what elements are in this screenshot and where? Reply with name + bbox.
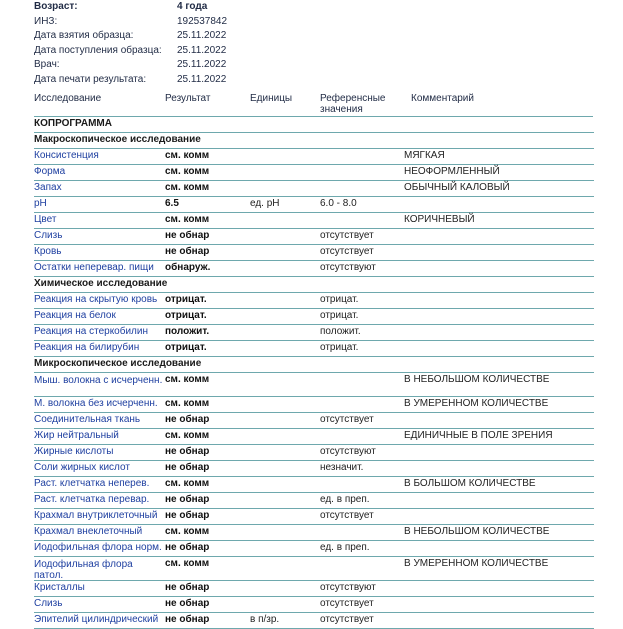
info-label: Возраст: <box>34 1 78 12</box>
table-row <box>34 149 594 165</box>
patient-info-row <box>34 29 594 44</box>
info-label: Дата печати результата: <box>34 73 147 85</box>
cell-result: не обнар <box>165 510 210 521</box>
cell-study: Мыш. волокна с исчерченн. <box>34 375 163 386</box>
header-study: Исследование <box>34 93 102 104</box>
cell-study: Реакция на стеркобилин <box>34 326 148 337</box>
cell-study: Запах <box>34 182 62 193</box>
table-row <box>34 341 594 357</box>
table-row <box>34 413 594 429</box>
cell-reference: 6.0 - 8.0 <box>320 198 357 209</box>
cell-reference: отсутствует <box>320 414 374 425</box>
table-row <box>34 165 594 181</box>
table-row <box>34 597 594 613</box>
info-value: 25.11.2022 <box>177 59 227 70</box>
info-value: 25.11.2022 <box>177 73 227 85</box>
cell-result: см. комм <box>165 558 210 569</box>
section-title: КОПРОГРАММА <box>34 118 112 129</box>
cell-result: не обнар <box>165 414 210 425</box>
table-row <box>34 229 594 245</box>
cell-study: Эпителий цилиндрический <box>34 614 159 625</box>
table-row <box>34 213 594 229</box>
section-title: Макроскопическое исследование <box>34 134 201 145</box>
cell-study: Кровь <box>34 246 62 257</box>
cell-study: Реакция на билирубин <box>34 342 140 353</box>
cell-study: Крахмал внутриклеточный <box>34 510 158 521</box>
cell-study: М. волокна без исчерченн. <box>34 398 158 409</box>
cell-result: не обнар <box>165 614 210 625</box>
cell-reference: отсутствует <box>320 598 374 609</box>
table-row <box>34 181 594 197</box>
info-label: Врач: <box>34 59 60 70</box>
cell-result: см. комм <box>165 526 210 537</box>
cell-comment: В НЕБОЛЬШОМ КОЛИЧЕСТВЕ <box>404 374 550 385</box>
cell-study: Форма <box>34 166 66 177</box>
cell-study: Цвет <box>34 214 57 225</box>
table-row <box>34 557 594 581</box>
section-header <box>34 133 594 149</box>
cell-study: Иодофильная флора патол. <box>34 559 133 581</box>
cell-comment: В НЕБОЛЬШОМ КОЛИЧЕСТВЕ <box>404 526 550 537</box>
cell-result: обнаруж. <box>165 262 211 273</box>
table-row <box>34 373 594 397</box>
cell-units: в п/зр. <box>250 614 280 625</box>
cell-comment: В УМЕРЕННОМ КОЛИЧЕСТВЕ <box>404 398 549 409</box>
info-value: 192537842 <box>177 15 228 27</box>
cell-study: Слизь <box>34 230 63 241</box>
cell-reference: отсутствует <box>320 510 374 521</box>
cell-study: Консистенция <box>34 150 99 161</box>
cell-reference: отсутствует <box>320 614 374 625</box>
cell-result: не обнар <box>165 598 210 609</box>
info-value: 25.11.2022 <box>177 30 227 41</box>
cell-study: Раст. клетчатка неперев. <box>34 478 150 489</box>
cell-study: pH <box>34 198 47 209</box>
patient-info-row <box>34 44 594 59</box>
cell-study: Жирные кислоты <box>34 446 114 457</box>
cell-reference: ед. в преп. <box>320 542 370 553</box>
info-label: ИНЗ: <box>34 15 58 27</box>
table-row <box>34 461 594 477</box>
cell-study: Крахмал внеклеточный <box>34 526 143 537</box>
cell-result: не обнар <box>165 494 210 505</box>
cell-result: отрицат. <box>165 310 207 321</box>
table-row <box>34 325 594 341</box>
cell-result: см. комм <box>165 398 210 409</box>
patient-info-row <box>34 0 594 15</box>
header-reference: Референсные значения <box>320 93 386 115</box>
section-title: Микроскопическое исследование <box>34 358 202 369</box>
cell-result: см. комм <box>165 150 210 161</box>
cell-reference: отсутствует <box>320 230 374 241</box>
table-row <box>34 581 594 597</box>
patient-info-row <box>34 58 594 73</box>
cell-result: см. комм <box>165 214 210 225</box>
cell-study: Реакция на белок <box>34 310 116 321</box>
table-row <box>34 445 594 461</box>
cell-reference: отсутствуют <box>320 582 376 593</box>
cell-study: Слизь <box>34 598 63 609</box>
cell-result: см. комм <box>165 374 210 385</box>
cell-reference: отсутствует <box>320 246 374 257</box>
cell-result: см. комм <box>165 430 210 441</box>
cell-reference: отсутствуют <box>320 446 376 457</box>
cell-result: не обнар <box>165 446 210 457</box>
cell-comment: В БОЛЬШОМ КОЛИЧЕСТВЕ <box>404 478 536 489</box>
header-result: Результат <box>165 93 211 104</box>
table-row <box>34 293 594 309</box>
table-row <box>34 525 594 541</box>
cell-study: Остатки неперевар. пищи <box>34 262 154 273</box>
cell-result: не обнар <box>165 246 210 257</box>
cell-comment: ЕДИНИЧНЫЕ В ПОЛЕ ЗРЕНИЯ <box>404 430 553 441</box>
cell-study: Раст. клетчатка перевар. <box>34 494 150 505</box>
table-row <box>34 309 594 325</box>
cell-reference: отрицат. <box>320 342 359 353</box>
cell-reference: отсутствуют <box>320 262 376 273</box>
cell-study: Реакция на скрытую кровь <box>34 294 158 305</box>
cell-result: см. комм <box>165 166 210 177</box>
info-label: Дата взятия образца: <box>34 30 134 41</box>
cell-result: не обнар <box>165 582 210 593</box>
cell-comment: ОБЫЧНЫЙ КАЛОВЫЙ <box>404 182 510 193</box>
table-row <box>34 429 594 445</box>
section-header <box>34 357 594 373</box>
table-row <box>34 509 594 525</box>
table-row <box>34 197 594 213</box>
table-row <box>34 477 594 493</box>
cell-result: отрицат. <box>165 294 207 305</box>
results-table <box>34 117 594 629</box>
cell-result: см. комм <box>165 182 210 193</box>
table-header <box>34 93 594 116</box>
header-units: Единицы <box>250 93 293 104</box>
cell-comment: НЕОФОРМЛЕННЫЙ <box>404 166 500 177</box>
cell-reference: отрицат. <box>320 310 359 321</box>
section-header <box>34 117 594 133</box>
info-value: 4 года <box>177 1 208 12</box>
cell-result: не обнар <box>165 542 210 553</box>
table-row <box>34 541 594 557</box>
cell-study: Соли жирных кислот <box>34 462 130 473</box>
table-row <box>34 245 594 261</box>
patient-info-row <box>34 73 594 88</box>
cell-result: отрицат. <box>165 342 207 353</box>
patient-info-row <box>34 15 594 30</box>
cell-comment: КОРИЧНЕВЫЙ <box>404 214 475 225</box>
cell-result: 6.5 <box>165 198 179 209</box>
cell-study: Жир нейтральный <box>34 430 119 441</box>
patient-info <box>34 0 594 87</box>
cell-result: не обнар <box>165 462 210 473</box>
cell-result: не обнар <box>165 230 210 241</box>
cell-study: Соединительная ткань <box>34 414 141 425</box>
table-row <box>34 397 594 413</box>
header-comment: Комментарий <box>411 93 474 104</box>
cell-comment: МЯГКАЯ <box>404 150 445 161</box>
table-row <box>34 613 594 629</box>
cell-study: Кристаллы <box>34 582 85 593</box>
cell-reference: положит. <box>320 326 361 337</box>
info-label: Дата поступления образца: <box>34 44 162 56</box>
cell-result: положит. <box>165 326 210 337</box>
section-title: Химическое исследование <box>34 278 168 289</box>
cell-study: Иодофильная флора норм. <box>34 542 162 553</box>
cell-reference: незначит. <box>320 462 364 473</box>
cell-reference: отрицат. <box>320 294 359 305</box>
table-row <box>34 493 594 509</box>
section-header <box>34 277 594 293</box>
table-row <box>34 261 594 277</box>
cell-comment: В УМЕРЕННОМ КОЛИЧЕСТВЕ <box>404 558 549 569</box>
cell-result: см. комм <box>165 478 210 489</box>
info-value: 25.11.2022 <box>177 44 227 56</box>
cell-units: ед. pH <box>250 198 280 209</box>
cell-reference: ед. в преп. <box>320 494 370 505</box>
